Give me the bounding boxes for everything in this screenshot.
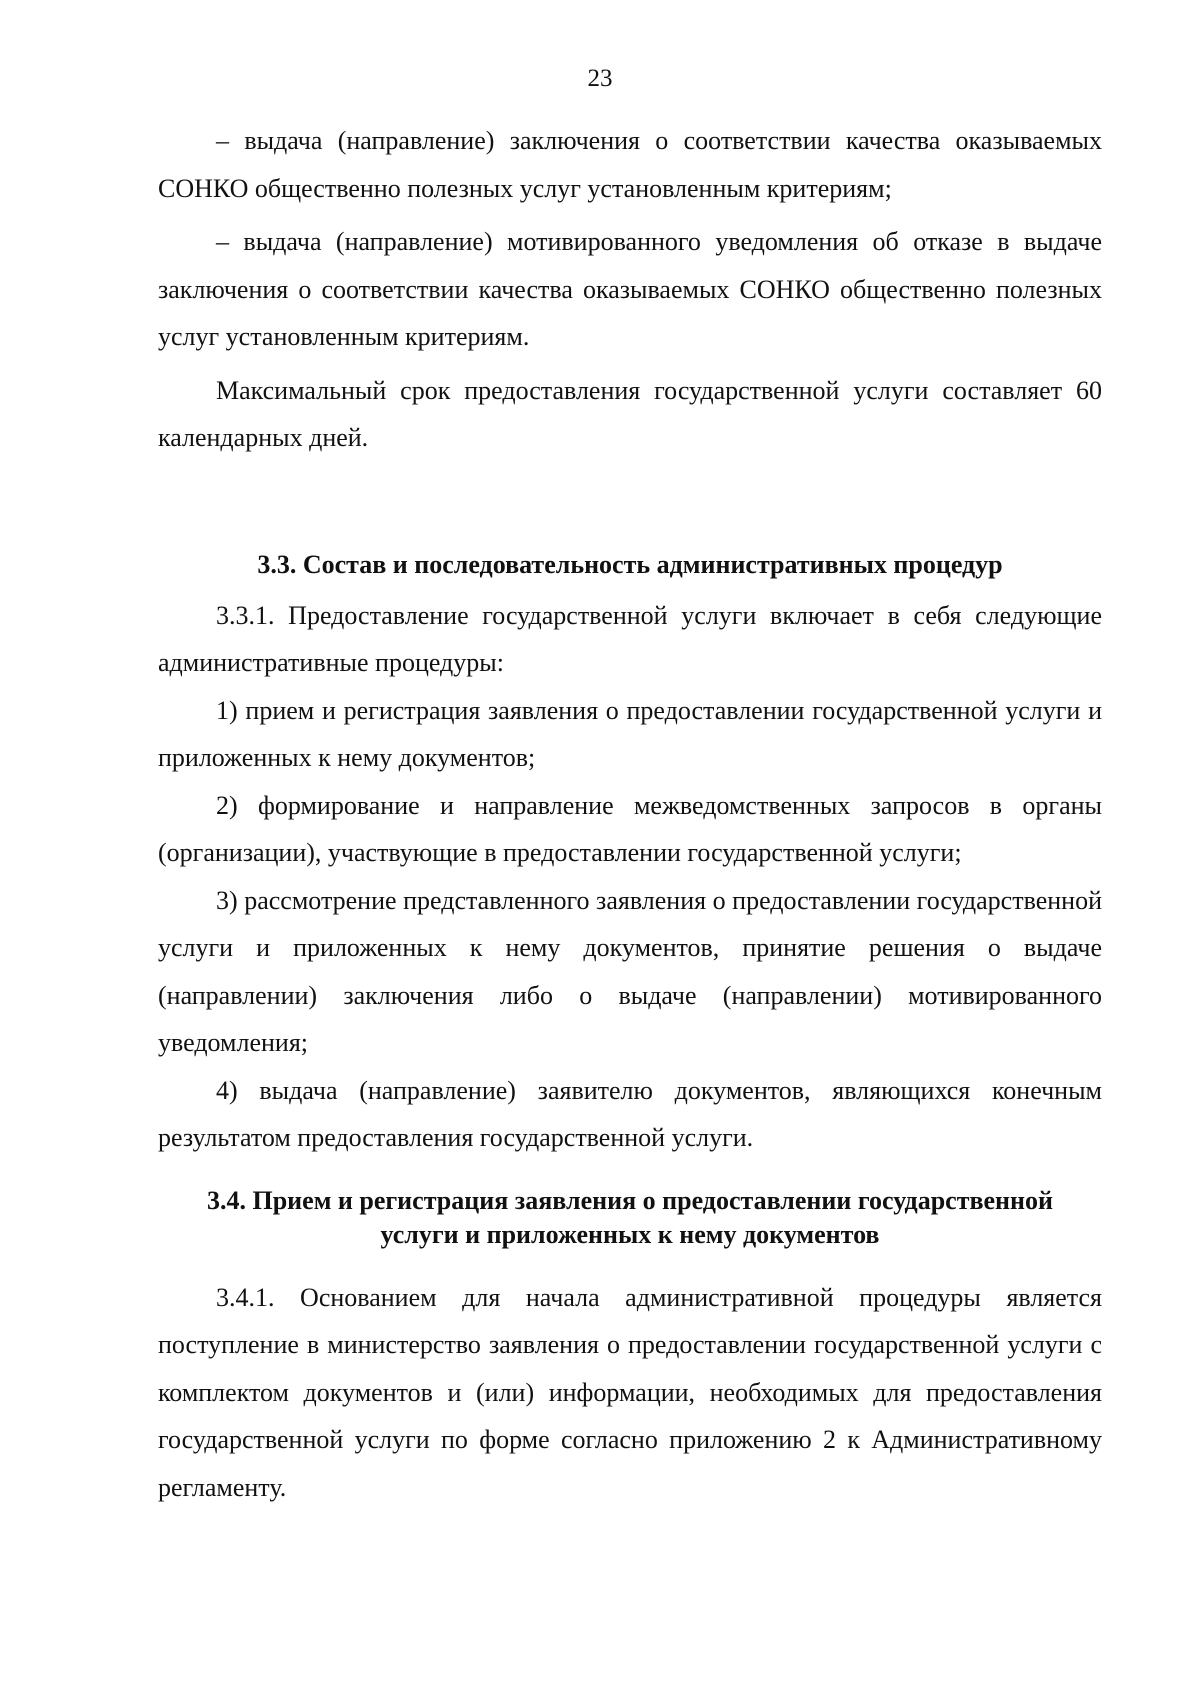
paragraph: – выдача (направление) заключения о соответствии качества оказываемых СОНКО общественно полезных услуг установленным критериям; xyxy=(158,126,1102,203)
section-heading-line: услуги и приложенных к нему документов xyxy=(380,1219,880,1249)
list-item: 1) прием и регистрация заявления о предоставлении государственной услуги и приложенных к нему документов; xyxy=(158,695,1102,772)
paragraph: Максимальный срок предоставления государственной услуги составляет 60 календарных дней. xyxy=(158,375,1102,452)
list-item: 4) выдача (направление) заявителю документов, являющихся конечным результатом предоставления государственной услуги. xyxy=(158,1075,1102,1152)
section-heading-3-4 xyxy=(158,1184,1102,1252)
section-heading-3-3: 3.3. Состав и последовательность административных процедур xyxy=(257,549,1003,579)
page-number: 23 xyxy=(587,65,613,92)
paragraph: 3.4.1. Основанием для начала административной процедуры является поступление в министерство заявления о предоставлении государственной услуги с комплектом документов и (или) информации, необходимых для предоставления государственной услуги по форме согласно приложению 2 к Административному регламенту. xyxy=(158,1282,1102,1502)
list-item: 2) формирование и направление межведомственных запросов в органы (организации), участвующие в предоставлении государственной услуги; xyxy=(158,790,1102,867)
section-heading-line: 3.4. Прием и регистрация заявления о предоставлении государственной xyxy=(206,1185,1053,1215)
paragraph: 3.3.1. Предоставление государственной услуги включает в себя следующие административные процедуры: xyxy=(158,600,1102,677)
document-body xyxy=(158,117,1102,1511)
paragraph: – выдача (направление) мотивированного уведомления об отказе в выдаче заключения о соответствии качества оказываемых СОНКО общественно полезных услуг установленным критериям. xyxy=(158,227,1102,351)
list-item: 3) рассмотрение представленного заявления о предоставлении государственной услуги и приложенных к нему документов, принятие решения о выдаче (направлении) заключения либо о выдаче (направлении) мотивированного уведомления; xyxy=(158,885,1102,1057)
